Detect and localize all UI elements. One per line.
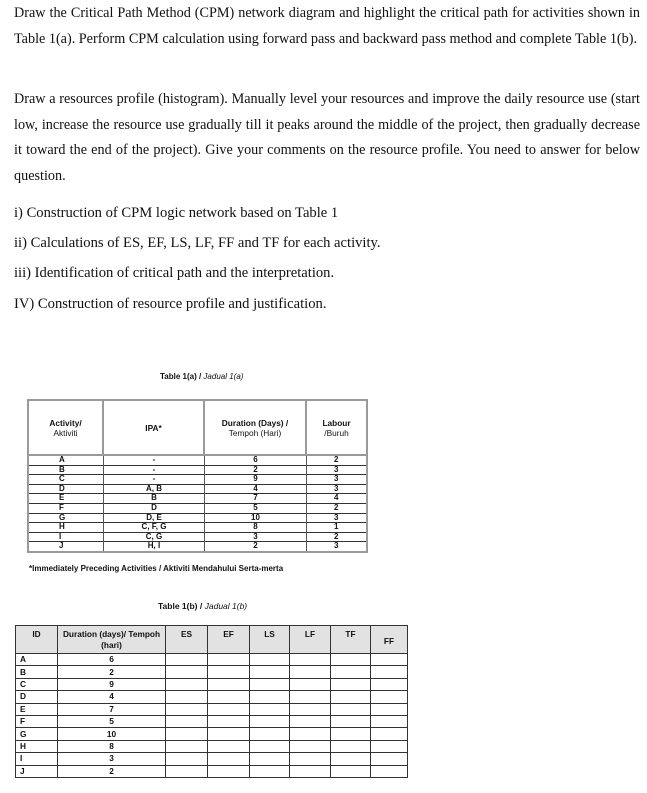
question-4: IV) Construction of resource profile and justification.	[14, 296, 327, 312]
table-a-header-ipa	[104, 401, 205, 454]
table-a-cell: 9	[205, 475, 306, 485]
blank-answer-cell[interactable]	[371, 728, 408, 740]
blank-answer-cell[interactable]	[371, 666, 408, 678]
blank-answer-cell[interactable]	[208, 654, 250, 666]
blank-answer-cell[interactable]	[208, 765, 250, 777]
blank-answer-cell[interactable]	[208, 715, 250, 727]
duration-cell: 7	[58, 703, 166, 715]
table-a-caption-bold: Table 1(a) /	[160, 372, 204, 381]
table-1a	[27, 399, 368, 553]
table-a-cell: 2	[307, 456, 366, 466]
duration-cell: 2	[58, 765, 166, 777]
duration-cell: 4	[58, 691, 166, 703]
table-a-cell: 10	[205, 514, 306, 524]
blank-answer-cell[interactable]	[208, 753, 250, 765]
table-a-cell: -	[104, 475, 204, 485]
table-a-cell: 2	[307, 533, 366, 543]
blank-answer-cell[interactable]	[166, 654, 208, 666]
blank-answer-cell[interactable]	[166, 753, 208, 765]
blank-answer-cell[interactable]	[250, 740, 290, 752]
blank-answer-cell[interactable]	[250, 703, 290, 715]
blank-answer-cell[interactable]	[290, 691, 331, 703]
table-row	[16, 715, 408, 727]
table-a-cell: C, G	[104, 533, 204, 543]
table-row	[16, 728, 408, 740]
table-a-footnote: *Immediately Preceding Activities / Aktiviti Mendahului Serta-merta	[29, 564, 284, 573]
table-a-cell: F	[29, 504, 103, 514]
activity-id-cell: A	[16, 654, 58, 666]
table-a-cell: H	[29, 523, 103, 533]
question-3: iii) Identification of critical path and the interpretation.	[14, 265, 335, 281]
table-a-cell: 2	[205, 466, 306, 476]
table-a-cell: A, B	[104, 485, 204, 495]
activity-header-ms: Aktiviti	[53, 427, 78, 438]
blank-answer-cell[interactable]	[208, 666, 250, 678]
table-row	[16, 740, 408, 752]
table-row	[16, 678, 408, 690]
table-b-body	[16, 654, 408, 778]
blank-answer-cell[interactable]	[250, 715, 290, 727]
blank-answer-cell[interactable]	[250, 753, 290, 765]
duration-cell: 10	[58, 728, 166, 740]
table-a-cell: I	[29, 533, 103, 543]
table-a-cell: C, F, G	[104, 523, 204, 533]
table-a-cell: B	[29, 466, 103, 476]
blank-answer-cell[interactable]	[208, 740, 250, 752]
blank-answer-cell[interactable]	[331, 703, 371, 715]
duration-cell: 2	[58, 666, 166, 678]
table-a-cell: -	[104, 456, 204, 466]
blank-answer-cell[interactable]	[331, 654, 371, 666]
activity-id-cell: J	[16, 765, 58, 777]
blank-answer-cell[interactable]	[331, 666, 371, 678]
labour-header-en: Labour	[322, 417, 351, 428]
blank-answer-cell[interactable]	[371, 691, 408, 703]
duration-header-en: Duration (Days) /	[221, 417, 289, 428]
table-a-cell: E	[29, 494, 103, 504]
table-a-cell: 3	[307, 475, 366, 485]
table-a-cell: A	[29, 456, 103, 466]
question-2: ii) Calculations of ES, EF, LS, LF, FF and TF for each activity.	[14, 235, 381, 251]
table-row	[16, 753, 408, 765]
table-a-cell: D	[104, 504, 204, 514]
activity-header-en: Activity/	[49, 417, 82, 428]
duration-cell: 3	[58, 753, 166, 765]
table-b-caption-bold: Table 1(b) /	[158, 601, 205, 611]
blank-answer-cell[interactable]	[290, 678, 331, 690]
blank-answer-cell[interactable]	[166, 715, 208, 727]
table-a-caption-italic: Jadual 1(a)	[203, 372, 244, 381]
table-b-header-es: ES	[166, 626, 208, 654]
blank-answer-cell[interactable]	[331, 765, 371, 777]
question-1: i) Construction of CPM logic network based on Table 1	[14, 205, 339, 221]
blank-answer-cell[interactable]	[166, 740, 208, 752]
table-1b	[15, 625, 408, 778]
duration-cell: 6	[58, 654, 166, 666]
blank-answer-cell[interactable]	[290, 654, 331, 666]
table-a-cell: 2	[253, 541, 258, 551]
activity-id-cell: C	[16, 678, 58, 690]
duration-header-ms: Tempoh (Hari)	[228, 427, 282, 438]
blank-answer-cell[interactable]	[371, 765, 408, 777]
blank-answer-cell[interactable]	[166, 666, 208, 678]
blank-answer-cell[interactable]	[250, 765, 290, 777]
duration-cell: 8	[58, 740, 166, 752]
activity-id-cell: H	[16, 740, 58, 752]
table-row	[16, 654, 408, 666]
table-b-header-ls: LS	[250, 626, 290, 654]
blank-answer-cell[interactable]	[250, 728, 290, 740]
table-a-cell: C	[29, 475, 103, 485]
activity-id-cell: D	[16, 691, 58, 703]
activity-id-cell: G	[16, 728, 58, 740]
blank-answer-cell[interactable]	[371, 678, 408, 690]
blank-answer-cell[interactable]	[331, 691, 371, 703]
blank-answer-cell[interactable]	[290, 703, 331, 715]
blank-answer-cell[interactable]	[250, 691, 290, 703]
table-b-header-row	[16, 626, 408, 654]
blank-answer-cell[interactable]	[166, 703, 208, 715]
blank-answer-cell[interactable]	[331, 678, 371, 690]
blank-answer-cell[interactable]	[371, 654, 408, 666]
table-b-header-ff: FF	[371, 626, 408, 654]
table-a-header-row	[29, 401, 366, 456]
table-b-header-id: ID	[16, 626, 58, 654]
table-a-cell: G	[29, 514, 103, 524]
table-a-cell: D	[29, 485, 103, 495]
blank-answer-cell[interactable]	[208, 728, 250, 740]
blank-answer-cell[interactable]	[371, 753, 408, 765]
table-a-cell: 1	[307, 523, 366, 533]
table-row	[16, 703, 408, 715]
blank-answer-cell[interactable]	[290, 666, 331, 678]
blank-answer-cell[interactable]	[250, 678, 290, 690]
table-a-cell: 7	[205, 494, 306, 504]
blank-answer-cell[interactable]	[166, 678, 208, 690]
table-b-caption	[158, 601, 247, 611]
activity-id-cell: I	[16, 753, 58, 765]
table-a-header-labour	[307, 401, 366, 454]
blank-answer-cell[interactable]	[208, 703, 250, 715]
table-a-labour-column	[307, 456, 366, 551]
duration-cell: 9	[58, 678, 166, 690]
table-a-cell: 6	[205, 456, 306, 466]
blank-answer-cell[interactable]	[250, 654, 290, 666]
table-a-activity-column	[29, 456, 104, 551]
blank-answer-cell[interactable]	[290, 728, 331, 740]
table-a-header-activity	[29, 401, 104, 454]
blank-answer-cell[interactable]	[331, 728, 371, 740]
table-a-duration-column	[205, 456, 307, 551]
table-a-cell: H, I	[147, 541, 161, 551]
blank-answer-cell[interactable]	[331, 715, 371, 727]
blank-answer-cell[interactable]	[371, 740, 408, 752]
table-a-cell: 5	[205, 504, 306, 514]
duration-cell: 5	[58, 715, 166, 727]
table-a-cell: 3	[205, 533, 306, 543]
table-row	[16, 691, 408, 703]
blank-answer-cell[interactable]	[250, 666, 290, 678]
blank-answer-cell[interactable]	[331, 740, 371, 752]
table-a-cell: 3	[307, 485, 366, 495]
table-a-cell: 3	[307, 466, 366, 476]
table-a-cell: -	[104, 466, 204, 476]
table-a-cell: 3	[307, 514, 366, 524]
table-a-header-duration	[205, 401, 307, 454]
blank-answer-cell[interactable]	[208, 678, 250, 690]
table-a-cell: J	[59, 541, 64, 551]
table-a-cell: D, E	[104, 514, 204, 524]
blank-answer-cell[interactable]	[290, 715, 331, 727]
blank-answer-cell[interactable]	[166, 691, 208, 703]
table-b-header-duration: Duration (days)/ Tempoh (hari)	[58, 626, 166, 654]
table-a-cell: 8	[205, 523, 306, 533]
blank-answer-cell[interactable]	[166, 728, 208, 740]
table-a-body	[29, 456, 366, 551]
activity-id-cell: F	[16, 715, 58, 727]
blank-answer-cell[interactable]	[290, 753, 331, 765]
blank-answer-cell[interactable]	[166, 765, 208, 777]
table-a-cell: 2	[307, 504, 366, 514]
table-row	[16, 765, 408, 777]
ipa-header: IPA*	[145, 422, 162, 433]
blank-answer-cell[interactable]	[208, 691, 250, 703]
blank-answer-cell[interactable]	[331, 753, 371, 765]
instruction-paragraph-2: Draw a resources profile (histogram). Manually level your resources and improve the daily resource use (start low, increase the resource use gradually till it peaks around the middle of the project, then gradually decrease it toward the end of the project). Give your comments on the resource profile. You need to answer for below question.	[14, 91, 640, 184]
table-b-header-lf: LF	[290, 626, 331, 654]
activity-id-cell: E	[16, 703, 58, 715]
blank-answer-cell[interactable]	[371, 703, 408, 715]
table-b-caption-italic: Jadual 1(b)	[204, 601, 248, 611]
instruction-paragraph-1: Draw the Critical Path Method (CPM) network diagram and highlight the critical path for activities shown in Table 1(a). Perform CPM calculation using forward pass and backward pass method and complete Table 1(b).	[14, 5, 640, 47]
blank-answer-cell[interactable]	[371, 715, 408, 727]
table-a-cell: B	[104, 494, 204, 504]
table-a-caption	[160, 372, 243, 381]
table-a-ipa-column	[104, 456, 205, 551]
table-a-cell: 4	[205, 485, 306, 495]
table-a-cell: 4	[307, 494, 366, 504]
blank-answer-cell[interactable]	[290, 765, 331, 777]
table-row	[16, 666, 408, 678]
table-b-header-ef: EF	[208, 626, 250, 654]
table-b-header-tf: TF	[331, 626, 371, 654]
blank-answer-cell[interactable]	[290, 740, 331, 752]
labour-header-ms: /Buruh	[324, 427, 349, 438]
table-a-cell: 3	[334, 541, 339, 551]
activity-id-cell: B	[16, 666, 58, 678]
